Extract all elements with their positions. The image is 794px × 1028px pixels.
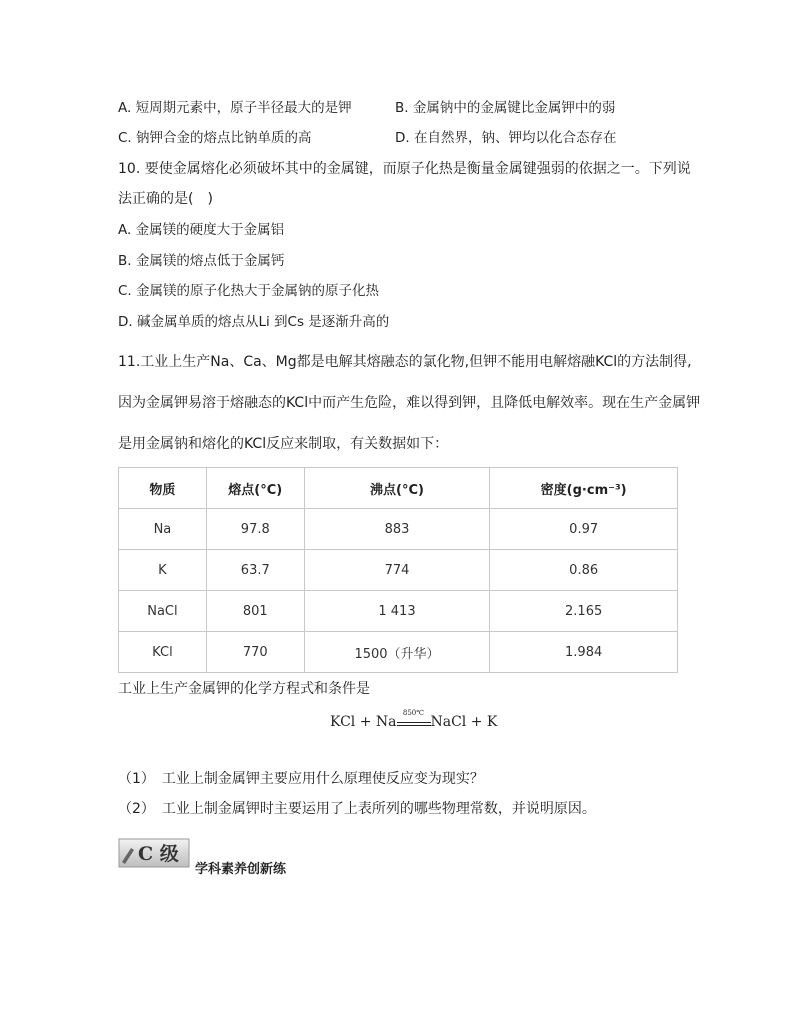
table-cell: 1.984 — [490, 632, 678, 673]
table-cell: 0.86 — [490, 550, 678, 591]
table-cell: 1 413 — [304, 591, 490, 632]
table-cell: 1500（升华） — [304, 632, 490, 673]
section-badge — [118, 838, 190, 868]
header-substance: 物质 — [119, 468, 207, 509]
table-cell: 0.97 — [490, 509, 678, 550]
option-d: D. 在自然界，钠、钾均以化合态存在 — [395, 130, 617, 146]
properties-table — [118, 467, 678, 673]
equation-intro: 工业上生产金属钾的化学方程式和条件是 — [118, 681, 370, 697]
table-cell: 63.7 — [206, 550, 304, 591]
question-10-stem: 10. 要使金属熔化必须破坏其中的金属键，而原子化热是衡量金属键强弱的依据之一。下列说 — [118, 161, 691, 177]
question-11-line2: 因为金属钾易溶于熔融态的KCl中而产生危险，难以得到钾，且降低电解效率。现在生产金属钾 — [118, 395, 701, 411]
table-row — [119, 591, 678, 632]
question-11-line1: 11.工业上生产Na、Ca、Mg都是电解其熔融态的氯化物,但钾不能用电解熔融KCl的方法制得, — [118, 354, 692, 370]
header-boiling-point: 沸点(°C) — [304, 468, 490, 509]
table-cell: KCl — [119, 632, 207, 673]
table-row — [119, 509, 678, 550]
question-11-line3: 是用金属钠和熔化的KCl反应来制取，有关数据如下： — [118, 436, 449, 452]
table-cell: 774 — [304, 550, 490, 591]
option-c: C. 钠钾合金的熔点比钠单质的高 — [118, 130, 312, 146]
q10-option-c: C. 金属镁的原子化热大于金属钠的原子化热 — [118, 283, 380, 299]
header-density: 密度(g·cm⁻³) — [490, 468, 678, 509]
chemical-equation — [330, 709, 498, 730]
equation-reactants: KCl + Na — [330, 714, 397, 730]
q10-option-d: D. 碱金属单质的熔点从Li 到Cs 是逐渐升高的 — [118, 314, 390, 330]
q10-option-a: A. 金属镁的硬度大于金属铝 — [118, 222, 285, 238]
reaction-condition: 850℃ — [402, 709, 425, 717]
question-10-stem-cont: 法正确的是( ) — [118, 191, 213, 207]
reaction-condition-arrow — [397, 709, 431, 726]
option-b: B. 金属钠中的金属键比金属钾中的弱 — [395, 100, 616, 116]
table-cell: 2.165 — [490, 591, 678, 632]
equation-products: NaCl + K — [430, 714, 498, 730]
table-header-row — [119, 468, 678, 509]
q10-option-b: B. 金属镁的熔点低于金属钙 — [118, 253, 285, 269]
table-cell: 883 — [304, 509, 490, 550]
badge-text: C 级 — [138, 843, 179, 865]
table-cell: 801 — [206, 591, 304, 632]
table-cell: Na — [119, 509, 207, 550]
table-row — [119, 550, 678, 591]
table-cell: K — [119, 550, 207, 591]
table-cell: 97.8 — [206, 509, 304, 550]
sub-question-1: （1） 工业上制金属钾主要应用什么原理使反应变为现实？ — [118, 771, 484, 787]
table-cell: NaCl — [119, 591, 207, 632]
header-melting-point: 熔点(°C) — [206, 468, 304, 509]
sub-question-2: （2） 工业上制金属钾时主要运用了上表所列的哪些物理常数，并说明原因。 — [118, 801, 596, 817]
table-cell: 770 — [206, 632, 304, 673]
option-a: A. 短周期元素中，原子半径最大的是钾 — [118, 100, 352, 116]
section-title: 学科素养创新练 — [195, 862, 287, 877]
table-row — [119, 632, 678, 673]
